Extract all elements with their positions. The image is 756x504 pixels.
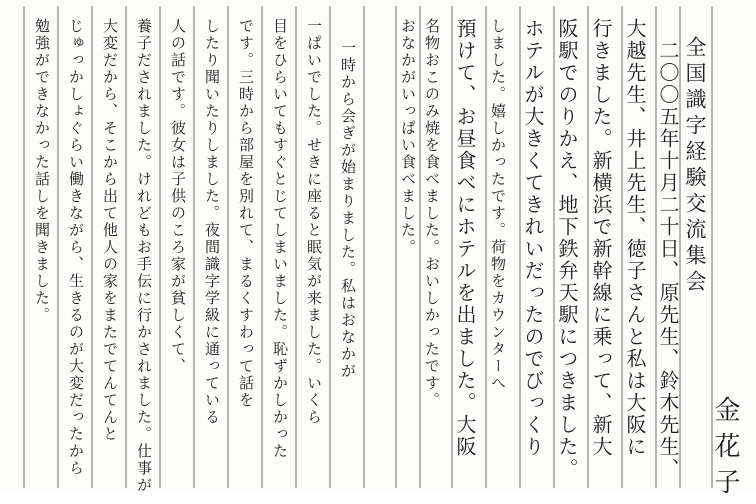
text-line-9: おなかがいっぱい食べました。 [399, 18, 417, 256]
text-line-7: 預けて、お昼食べにホテルを出ました。大阪 [453, 18, 477, 458]
text-line-4: 阪駅でのりかえ、地下鉄弁天駅につきました。 [555, 18, 579, 480]
text-line-10: 一時から会ぎが始まりました。私はおなかが [339, 40, 357, 380]
text-line-11: 一ぱいでした。せきに座ると眠気が来ました。いくら [305, 18, 323, 426]
text-line-17: 大変だから、そこから出て他人の家をまたでてんてんと [101, 18, 119, 443]
text-line-12: 目をひらいてもすぐとじてしまいました。恥ずかしかった [271, 18, 289, 460]
text-line-14: したり聞いたりしました。夜間識字学級に通っている [203, 18, 221, 426]
text-line-3: 行きました。新横浜で新幹線に乗って、新大 [589, 18, 613, 458]
document-title: 全国識字経験交流集会 [683, 36, 707, 296]
author-name: 金花子 [710, 396, 740, 504]
text-line-18: じゅっかしょぐらい働きながら、生きるのが大変だったから [67, 18, 85, 477]
text-line-8: 名物おこのみ焼を食べました。おいしかったです。 [423, 18, 441, 409]
text-line-6: しました。嬉しかったです。荷物をカウンターへ [489, 18, 507, 392]
text-line-16: 養子だされました。けれどもお手伝に行かされました。仕事が [135, 18, 153, 494]
text-line-13: です。三時から部屋を別れて、まるくすわって話を [237, 18, 255, 409]
text-line-15: 人の話です。彼女は子供のころ家が貧しくて、 [169, 18, 187, 375]
text-line-1: 二〇〇五年十月二十日、原先生、鈴木先生、 [656, 40, 680, 480]
text-line-2: 大越先生、井上先生、徳子さんと私は大阪に [623, 18, 647, 458]
text-line-19: 勉強ができなかった話しを聞きました。 [33, 18, 51, 324]
text-line-5: ホテルが大きくてきれいだったのでびっくり [521, 18, 545, 458]
